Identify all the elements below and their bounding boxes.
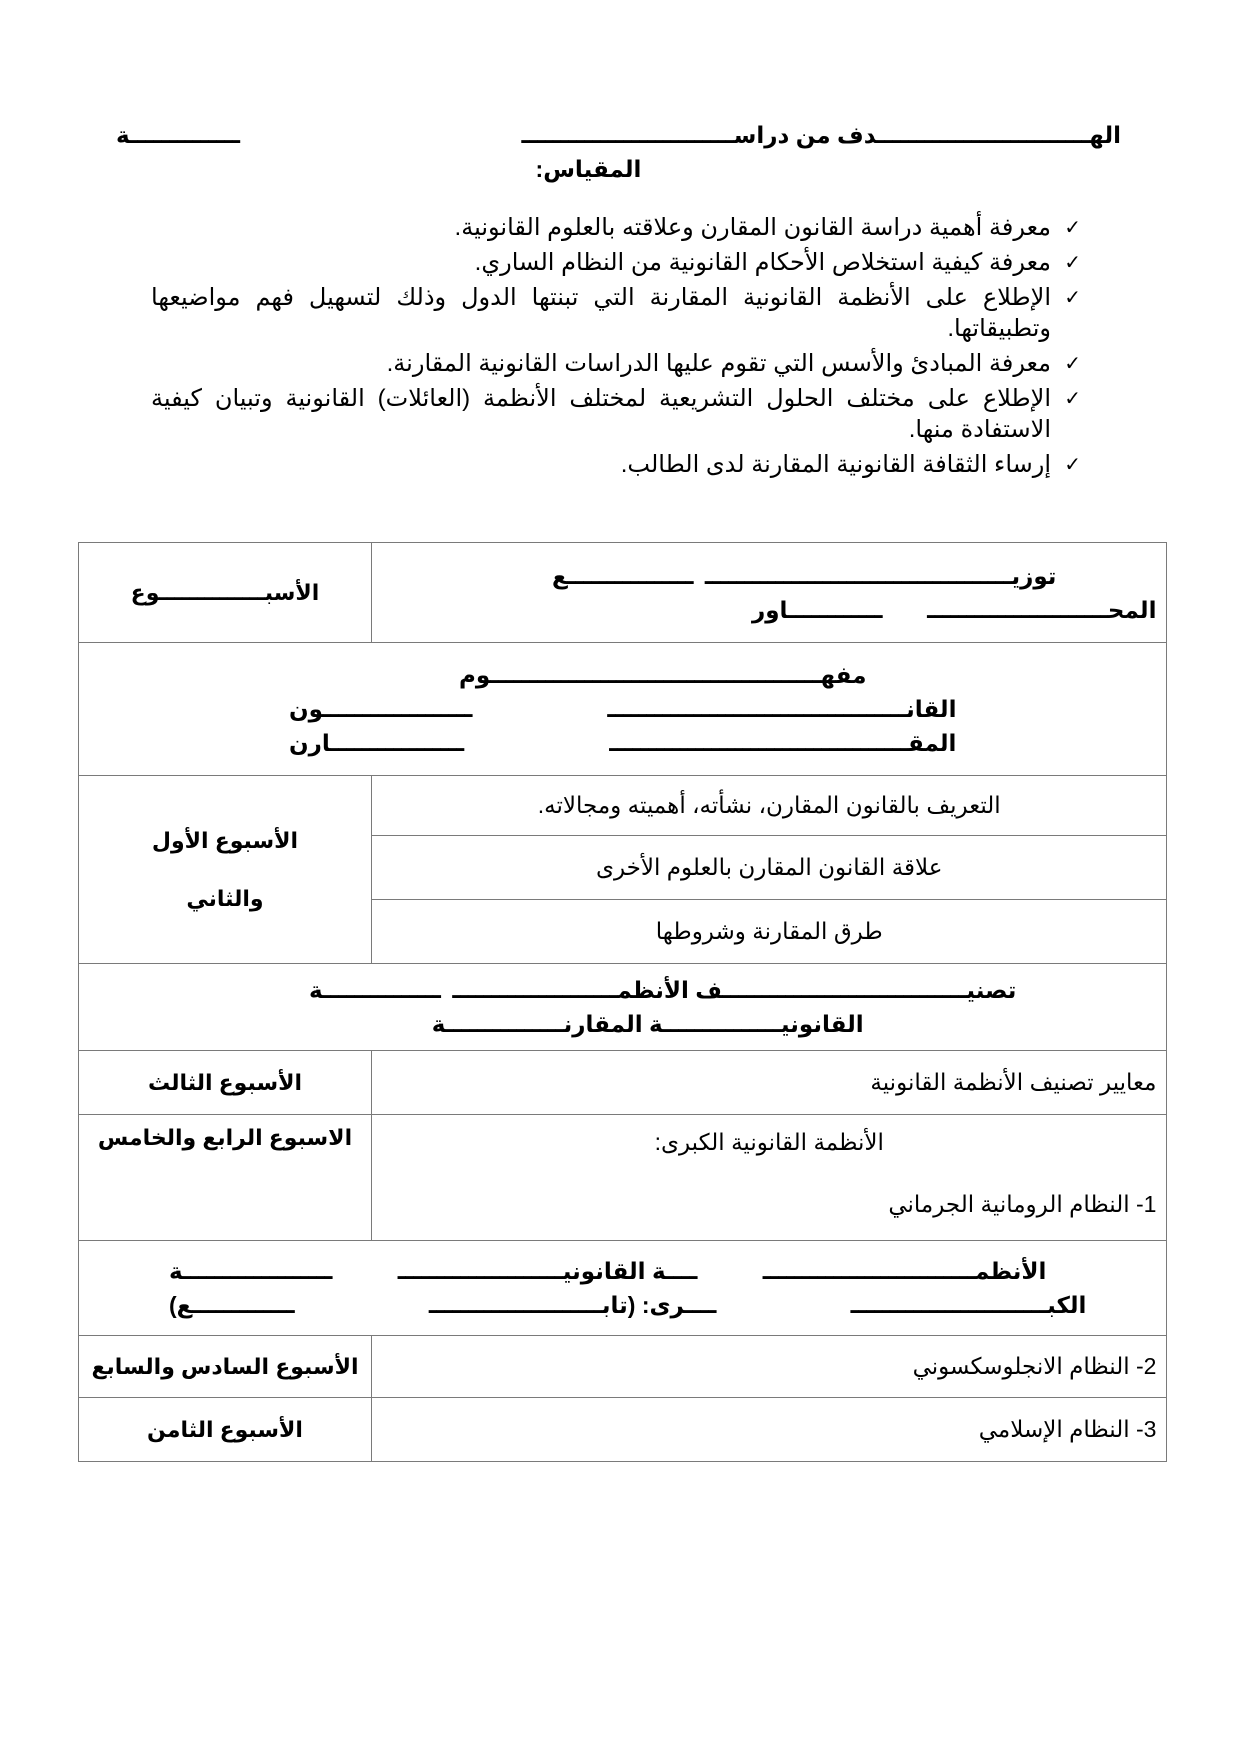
section-title-major-systems: الأنظمـــــــــــــــــــــــــــ ــــة القانونيـــــــــــــــــــــ ـــــــــــــــــــة الكبـــــــــــــــــــــــــ ــــرى: (تابــــــــــــــــــــــ ـــــــــــــع)	[79, 1241, 1167, 1336]
table-row	[79, 1398, 1167, 1462]
week-header-cell: الأسبــــــــــــــوع	[79, 543, 372, 643]
checkmark-icon: ✓	[1064, 285, 1081, 309]
section-row	[79, 643, 1167, 776]
list-item: ✓ معرفة أهمية دراسة القانون المقارن وعلاقته بالعلوم القانونية.	[454, 214, 1081, 241]
table-row	[79, 1115, 1167, 1241]
axes-header-cell: توزيـــــــــــــــــــــــــــــــــــــــ ــــــــــــــــع المحـــــــــــــــــــــــ ــــــــــــاور	[372, 543, 1167, 643]
list-item: ✓ إرساء الثقافة القانونية المقارنة لدى الطالب.	[620, 451, 1081, 478]
checkmark-icon: ✓	[1064, 386, 1081, 410]
heading-line-1-right: الهـــــــــــــــــــــــــــدف من دراســـــــــــــــــــــــــــ	[521, 122, 1121, 148]
table-row	[79, 776, 1167, 836]
table-row	[79, 1051, 1167, 1115]
table-row	[79, 1336, 1167, 1398]
list-item: ✓ معرفة المبادئ والأسس التي تقوم عليها الدراسات القانونية المقارنة.	[386, 350, 1081, 377]
section-row	[79, 1241, 1167, 1336]
checkmark-icon: ✓	[1064, 452, 1081, 476]
topic-cell: 2- النظام الانجلوسكسوني	[372, 1336, 1167, 1398]
topic-cell: طرق المقارنة وشروطها	[372, 900, 1167, 964]
section-title-concept: مفهـــــــــــــــــــــــ ـــــــــــــــــــوم القانــــــــــــــــــــــــــــــــــــــ ـــــــــــــــــــون المقــــــــــــــــــــــــــــــــــــــ ـــــــــــــــــارن	[79, 643, 1167, 776]
objectives-list	[151, 212, 1081, 484]
week-cell: الأسبوع الأول والثاني	[79, 776, 372, 964]
objective-heading	[116, 118, 1121, 186]
week-cell: الأسبوع الثالث	[79, 1051, 372, 1115]
topic-cell: التعريف بالقانون المقارن، نشأته، أهميته ومجالاته.	[372, 776, 1167, 836]
list-item: ✓ معرفة كيفية استخلاص الأحكام القانونية من النظام الساري.	[474, 249, 1081, 276]
week-cell: الأسبوع السادس والسابع	[79, 1336, 372, 1398]
section-row	[79, 964, 1167, 1051]
checkmark-icon: ✓	[1064, 250, 1081, 274]
heading-line-1-left: ــــــــــــــة	[116, 122, 241, 148]
list-item: ✓ الإطلاع على مختلف الحلول التشريعية لمختلف الأنظمة (العائلات) القانونية وتبيان كيفية الاستفادة منها.	[151, 385, 1081, 443]
section-title-classification: تصنيـــــــــــــــــــــــــــــــف الأنظمـــــــــــــــــــــ ـــــــــــــــة القانونيـــــــــــــــة المقارنـــــــــــــــة	[79, 964, 1167, 1051]
course-plan-table	[78, 542, 1167, 1462]
week-cell: الاسبوع الرابع والخامس	[79, 1115, 372, 1241]
table-header-row	[79, 543, 1167, 643]
topic-cell: معايير تصنيف الأنظمة القانونية	[372, 1051, 1167, 1115]
heading-line-2: المقياس:	[535, 156, 642, 182]
checkmark-icon: ✓	[1064, 351, 1081, 375]
week-cell: الأسبوع الثامن	[79, 1398, 372, 1462]
topic-cell: الأنظمة القانونية الكبرى: 1- النظام الرومانية الجرماني	[372, 1115, 1167, 1241]
topic-cell: 3- النظام الإسلامي	[372, 1398, 1167, 1462]
checkmark-icon: ✓	[1064, 215, 1081, 239]
topic-cell: علاقة القانون المقارن بالعلوم الأخرى	[372, 836, 1167, 900]
list-item: ✓ الإطلاع على الأنظمة القانونية المقارنة التي تبنتها الدول وذلك لتسهيل فهم مواضيعها وتطبيقاتها.	[151, 284, 1081, 342]
heading-line-1	[116, 118, 1121, 152]
